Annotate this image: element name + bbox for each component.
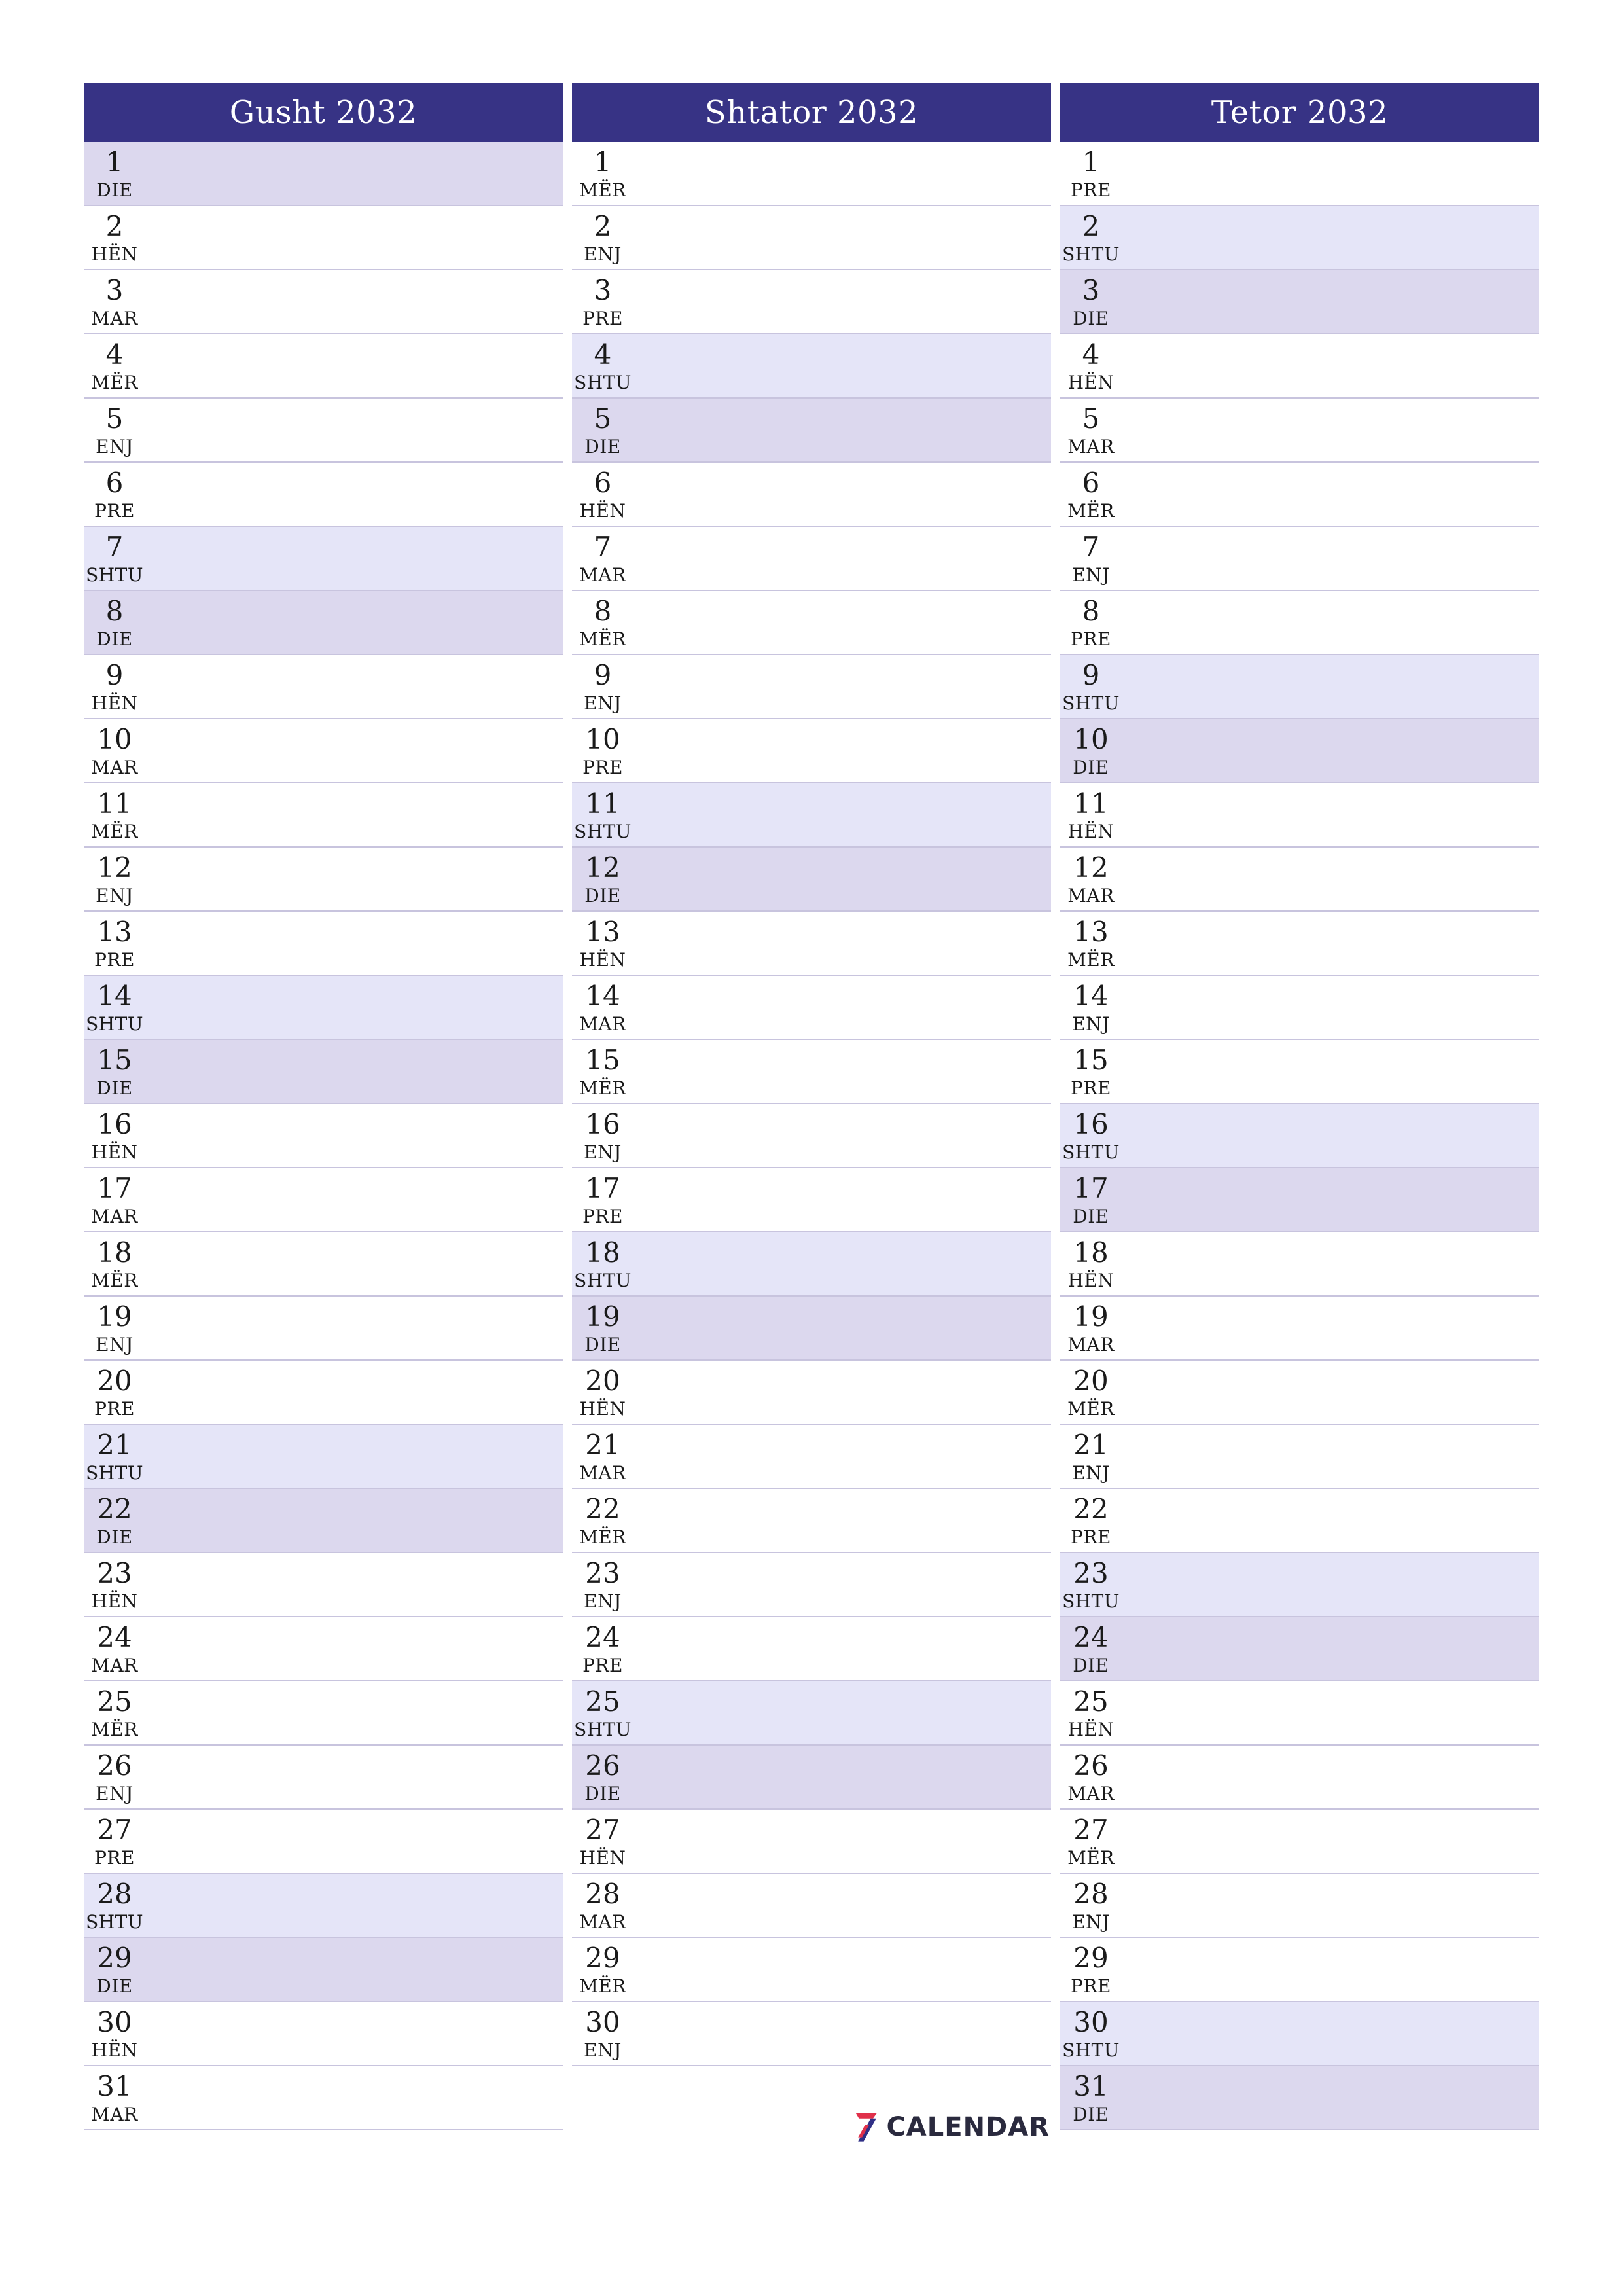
day-row <box>84 206 563 270</box>
day-number: 21 <box>585 1429 620 1461</box>
weekday-label: MËR <box>91 1719 138 1740</box>
weekday-label: DIE <box>96 179 133 201</box>
day-number: 7 <box>1082 531 1100 563</box>
day-number: 30 <box>585 2006 620 2038</box>
weekday-label: HËN <box>579 1847 626 1869</box>
month-title: Tetor 2032 <box>1060 83 1539 142</box>
day-row <box>84 912 563 976</box>
weekday-label: HËN <box>579 949 626 971</box>
day-row <box>1060 1746 1539 1810</box>
weekday-label: ENJ <box>1072 564 1110 586</box>
day-number: 25 <box>1073 1685 1109 1717</box>
weekday-label: MËR <box>579 1526 626 1548</box>
day-number: 9 <box>594 659 612 691</box>
day-row <box>572 1617 1051 1681</box>
day-row <box>84 2066 563 2130</box>
day-row <box>84 1361 563 1425</box>
day-number: 18 <box>1073 1236 1109 1268</box>
day-row <box>1060 142 1539 206</box>
day-number: 22 <box>1073 1493 1109 1525</box>
day-row <box>572 206 1051 270</box>
day-row <box>572 783 1051 848</box>
day-row <box>572 912 1051 976</box>
weekday-label: ENJ <box>584 1141 622 1163</box>
weekday-label: MAR <box>91 1655 138 1676</box>
day-row <box>1060 334 1539 399</box>
day-number: 19 <box>585 1300 620 1333</box>
day-number: 27 <box>585 1814 620 1846</box>
day-number: 18 <box>97 1236 132 1268</box>
day-row <box>572 655 1051 719</box>
day-number: 17 <box>585 1172 620 1204</box>
day-number: 20 <box>1073 1365 1109 1397</box>
weekday-label: HËN <box>91 1141 138 1163</box>
weekday-label: DIE <box>1073 757 1109 778</box>
day-row <box>84 1297 563 1361</box>
weekday-label: HËN <box>579 1398 626 1420</box>
day-row <box>1060 2066 1539 2130</box>
day-number: 16 <box>585 1108 620 1140</box>
day-number: 28 <box>585 1878 620 1910</box>
weekday-label: DIE <box>584 1783 621 1804</box>
day-row <box>84 1874 563 1938</box>
day-row <box>84 2002 563 2066</box>
day-number: 14 <box>585 980 620 1012</box>
day-row <box>572 2002 1051 2066</box>
weekday-label: HËN <box>579 500 626 522</box>
day-row <box>84 1168 563 1232</box>
day-row <box>572 1938 1051 2002</box>
weekday-label: DIE <box>1073 308 1109 329</box>
weekday-label: MËR <box>1067 500 1115 522</box>
day-number: 5 <box>105 403 124 435</box>
day-number: 25 <box>585 1685 620 1717</box>
day-row <box>84 399 563 463</box>
weekday-label: PRE <box>1071 179 1111 201</box>
day-number: 1 <box>594 146 612 178</box>
day-number: 3 <box>594 274 612 306</box>
day-row <box>572 142 1051 206</box>
day-row <box>1060 912 1539 976</box>
day-number: 4 <box>105 338 124 370</box>
weekday-label: MËR <box>1067 1847 1115 1869</box>
day-list <box>84 142 563 2130</box>
day-number: 20 <box>97 1365 132 1397</box>
day-number: 7 <box>105 531 124 563</box>
weekday-label: MAR <box>1067 885 1115 906</box>
day-number: 9 <box>105 659 124 691</box>
day-number: 26 <box>585 1749 620 1782</box>
weekday-label: PRE <box>94 500 135 522</box>
weekday-label: ENJ <box>584 243 622 265</box>
day-number: 29 <box>585 1942 620 1974</box>
weekday-label: PRE <box>582 308 623 329</box>
day-number: 29 <box>97 1942 132 1974</box>
day-row <box>1060 206 1539 270</box>
day-row <box>1060 270 1539 334</box>
weekday-label: PRE <box>94 949 135 971</box>
weekday-label: MËR <box>579 1077 626 1099</box>
day-row <box>1060 1425 1539 1489</box>
day-number: 6 <box>1082 467 1100 499</box>
day-row <box>1060 655 1539 719</box>
weekday-label: MAR <box>91 2104 138 2125</box>
weekday-label: SHTU <box>86 1462 143 1484</box>
day-number: 13 <box>97 916 132 948</box>
day-number: 12 <box>1073 852 1109 884</box>
day-number: 30 <box>1073 2006 1109 2038</box>
weekday-label: MAR <box>579 564 626 586</box>
day-number: 16 <box>97 1108 132 1140</box>
day-number: 6 <box>594 467 612 499</box>
weekday-label: DIE <box>584 1334 621 1355</box>
day-row <box>1060 2002 1539 2066</box>
day-number: 3 <box>1082 274 1100 306</box>
day-row <box>84 1232 563 1297</box>
day-number: 26 <box>1073 1749 1109 1782</box>
day-number: 22 <box>97 1493 132 1525</box>
day-number: 24 <box>1073 1621 1109 1653</box>
weekday-label: MËR <box>1067 949 1115 971</box>
month-title: Shtator 2032 <box>572 83 1051 142</box>
month-title: Gusht 2032 <box>84 83 563 142</box>
day-row <box>1060 783 1539 848</box>
day-number: 2 <box>594 210 612 242</box>
weekday-label: DIE <box>96 628 133 650</box>
day-row <box>572 1874 1051 1938</box>
day-row <box>1060 848 1539 912</box>
weekday-label: PRE <box>1071 628 1111 650</box>
month-column-august <box>84 83 563 2130</box>
weekday-label: DIE <box>96 1526 133 1548</box>
weekday-label: ENJ <box>1072 1013 1110 1035</box>
weekday-label: HËN <box>1067 1719 1115 1740</box>
day-number: 15 <box>1073 1044 1109 1076</box>
day-number: 6 <box>105 467 124 499</box>
day-row <box>84 1553 563 1617</box>
month-column-october <box>1060 83 1539 2130</box>
day-number: 24 <box>585 1621 620 1653</box>
day-number: 15 <box>585 1044 620 1076</box>
day-row <box>572 591 1051 655</box>
day-row <box>1060 1681 1539 1746</box>
day-number: 14 <box>97 980 132 1012</box>
day-number: 18 <box>585 1236 620 1268</box>
day-number: 15 <box>97 1044 132 1076</box>
weekday-label: PRE <box>94 1847 135 1869</box>
weekday-label: DIE <box>1073 1655 1109 1676</box>
weekday-label: MËR <box>1067 1398 1115 1420</box>
day-number: 29 <box>1073 1942 1109 1974</box>
day-row <box>572 1425 1051 1489</box>
weekday-label: ENJ <box>584 692 622 714</box>
day-row <box>84 527 563 591</box>
day-row <box>572 848 1051 912</box>
weekday-label: SHTU <box>1062 2039 1120 2061</box>
weekday-label: ENJ <box>584 1590 622 1612</box>
weekday-label: DIE <box>1073 1206 1109 1227</box>
day-number: 26 <box>97 1749 132 1782</box>
day-number: 11 <box>1073 787 1109 819</box>
weekday-label: MËR <box>579 179 626 201</box>
weekday-label: ENJ <box>96 1783 134 1804</box>
weekday-label: SHTU <box>574 821 632 842</box>
day-row <box>84 1104 563 1168</box>
weekday-label: PRE <box>94 1398 135 1420</box>
weekday-label: PRE <box>582 1655 623 1676</box>
day-number: 19 <box>97 1300 132 1333</box>
day-number: 14 <box>1073 980 1109 1012</box>
day-number: 22 <box>585 1493 620 1525</box>
day-number: 12 <box>585 852 620 884</box>
day-number: 31 <box>97 2070 132 2102</box>
weekday-label: ENJ <box>96 885 134 906</box>
day-row <box>1060 463 1539 527</box>
weekday-label: MAR <box>1067 1334 1115 1355</box>
day-number: 17 <box>97 1172 132 1204</box>
day-row <box>1060 719 1539 783</box>
day-number: 28 <box>97 1878 132 1910</box>
day-row <box>572 1232 1051 1297</box>
day-number: 28 <box>1073 1878 1109 1910</box>
weekday-label: HËN <box>91 692 138 714</box>
day-row <box>1060 1168 1539 1232</box>
weekday-label: DIE <box>96 1975 133 1997</box>
day-number: 27 <box>97 1814 132 1846</box>
day-row <box>572 1681 1051 1746</box>
weekday-label: PRE <box>582 757 623 778</box>
day-row <box>572 1361 1051 1425</box>
day-number: 31 <box>1073 2070 1109 2102</box>
brand-logo <box>853 2101 1050 2153</box>
weekday-label: MAR <box>91 1206 138 1227</box>
day-number: 2 <box>1082 210 1100 242</box>
weekday-label: ENJ <box>1072 1911 1110 1933</box>
day-row <box>1060 1874 1539 1938</box>
day-row <box>84 463 563 527</box>
day-row <box>1060 1040 1539 1104</box>
day-row <box>84 783 563 848</box>
day-row <box>84 655 563 719</box>
day-list <box>572 142 1051 2066</box>
day-number: 8 <box>594 595 612 627</box>
day-number: 8 <box>105 595 124 627</box>
weekday-label: PRE <box>1071 1975 1111 1997</box>
day-row <box>84 270 563 334</box>
day-row <box>572 1040 1051 1104</box>
weekday-label: MAR <box>91 308 138 329</box>
weekday-label: SHTU <box>86 1911 143 1933</box>
weekday-label: ENJ <box>96 436 134 457</box>
day-row <box>1060 591 1539 655</box>
weekday-label: MËR <box>579 628 626 650</box>
day-row <box>1060 1938 1539 2002</box>
weekday-label: ENJ <box>96 1334 134 1355</box>
weekday-label: MAR <box>91 757 138 778</box>
weekday-label: DIE <box>584 885 621 906</box>
day-number: 23 <box>1073 1557 1109 1589</box>
weekday-label: ENJ <box>584 2039 622 2061</box>
day-row <box>572 463 1051 527</box>
weekday-label: SHTU <box>1062 1590 1120 1612</box>
day-number: 16 <box>1073 1108 1109 1140</box>
day-row <box>84 334 563 399</box>
weekday-label: SHTU <box>1062 692 1120 714</box>
day-number: 25 <box>97 1685 132 1717</box>
weekday-label: PRE <box>582 1206 623 1227</box>
day-number: 27 <box>1073 1814 1109 1846</box>
weekday-label: PRE <box>1071 1077 1111 1099</box>
day-number: 5 <box>594 403 612 435</box>
weekday-label: MAR <box>1067 1783 1115 1804</box>
day-number: 19 <box>1073 1300 1109 1333</box>
day-number: 4 <box>1082 338 1100 370</box>
weekday-label: MAR <box>579 1013 626 1035</box>
day-number: 10 <box>97 723 132 755</box>
day-row <box>1060 976 1539 1040</box>
day-row <box>572 1168 1051 1232</box>
day-row <box>572 334 1051 399</box>
day-number: 11 <box>97 787 132 819</box>
weekday-label: HËN <box>1067 821 1115 842</box>
weekday-label: MAR <box>579 1462 626 1484</box>
day-number: 3 <box>105 274 124 306</box>
day-row <box>572 1746 1051 1810</box>
logo-text: CALENDAR <box>886 2112 1050 2142</box>
weekday-label: SHTU <box>574 372 632 393</box>
day-number: 23 <box>97 1557 132 1589</box>
weekday-label: HËN <box>1067 1270 1115 1291</box>
day-number: 20 <box>585 1365 620 1397</box>
day-row <box>84 1938 563 2002</box>
weekday-label: ENJ <box>1072 1462 1110 1484</box>
day-row <box>84 1489 563 1553</box>
day-row <box>84 848 563 912</box>
weekday-label: SHTU <box>574 1719 632 1740</box>
day-number: 8 <box>1082 595 1100 627</box>
weekday-label: DIE <box>584 436 621 457</box>
weekday-label: HËN <box>1067 372 1115 393</box>
day-number: 24 <box>97 1621 132 1653</box>
day-number: 23 <box>585 1557 620 1589</box>
weekday-label: SHTU <box>1062 243 1120 265</box>
day-row <box>572 399 1051 463</box>
day-row <box>572 1489 1051 1553</box>
day-number: 5 <box>1082 403 1100 435</box>
day-number: 12 <box>97 852 132 884</box>
weekday-label: HËN <box>91 2039 138 2061</box>
day-number: 9 <box>1082 659 1100 691</box>
day-row <box>1060 1104 1539 1168</box>
day-row <box>572 527 1051 591</box>
day-row <box>572 1297 1051 1361</box>
weekday-label: MËR <box>91 372 138 393</box>
weekday-label: SHTU <box>1062 1141 1120 1163</box>
day-number: 13 <box>585 916 620 948</box>
day-row <box>572 1553 1051 1617</box>
day-row <box>84 142 563 206</box>
day-row <box>1060 1489 1539 1553</box>
weekday-label: MAR <box>1067 436 1115 457</box>
weekday-label: DIE <box>96 1077 133 1099</box>
day-row <box>572 1104 1051 1168</box>
day-number: 1 <box>1082 146 1100 178</box>
day-row <box>84 1746 563 1810</box>
day-number: 1 <box>105 146 124 178</box>
seven-logo-icon <box>853 2101 878 2153</box>
day-row <box>1060 399 1539 463</box>
day-row <box>84 976 563 1040</box>
day-number: 13 <box>1073 916 1109 948</box>
day-row <box>84 1810 563 1874</box>
day-number: 17 <box>1073 1172 1109 1204</box>
day-row <box>84 591 563 655</box>
weekday-label: MËR <box>91 1270 138 1291</box>
day-row <box>84 1681 563 1746</box>
weekday-label: SHTU <box>574 1270 632 1291</box>
day-row <box>1060 1232 1539 1297</box>
weekday-label: HËN <box>91 243 138 265</box>
weekday-label: PRE <box>1071 1526 1111 1548</box>
weekday-label: SHTU <box>86 1013 143 1035</box>
day-number: 21 <box>1073 1429 1109 1461</box>
weekday-label: MËR <box>579 1975 626 1997</box>
day-number: 4 <box>594 338 612 370</box>
day-row <box>1060 1617 1539 1681</box>
day-row <box>572 270 1051 334</box>
day-list <box>1060 142 1539 2130</box>
day-row <box>1060 1810 1539 1874</box>
weekday-label: DIE <box>1073 2104 1109 2125</box>
day-row <box>84 1617 563 1681</box>
day-row <box>1060 527 1539 591</box>
day-number: 11 <box>585 787 620 819</box>
weekday-label: SHTU <box>86 564 143 586</box>
day-number: 2 <box>105 210 124 242</box>
day-number: 30 <box>97 2006 132 2038</box>
day-number: 10 <box>585 723 620 755</box>
weekday-label: MËR <box>91 821 138 842</box>
weekday-label: HËN <box>91 1590 138 1612</box>
day-row <box>84 1425 563 1489</box>
day-number: 7 <box>594 531 612 563</box>
day-row <box>572 1810 1051 1874</box>
day-number: 21 <box>97 1429 132 1461</box>
day-row <box>1060 1553 1539 1617</box>
month-column-september <box>572 83 1051 2066</box>
day-row <box>1060 1297 1539 1361</box>
day-row <box>1060 1361 1539 1425</box>
day-number: 10 <box>1073 723 1109 755</box>
day-row <box>572 719 1051 783</box>
day-row <box>84 719 563 783</box>
day-row <box>572 976 1051 1040</box>
day-row <box>84 1040 563 1104</box>
weekday-label: MAR <box>579 1911 626 1933</box>
